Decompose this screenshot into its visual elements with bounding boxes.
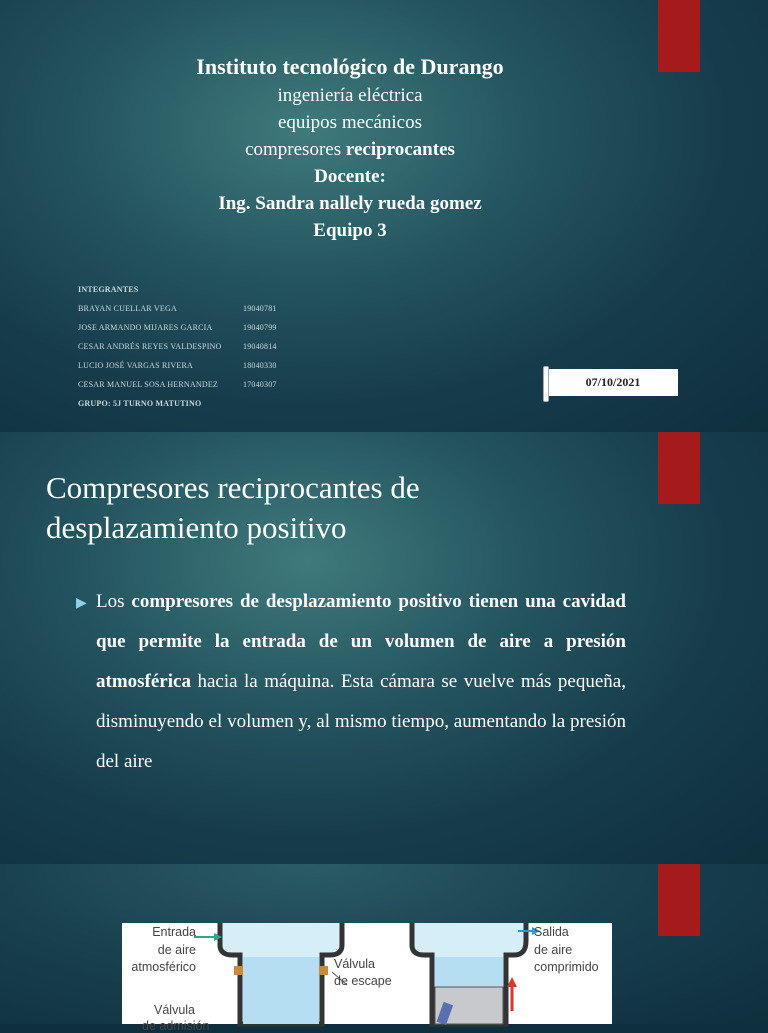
content-slide (0, 432, 768, 864)
member-id: 19040781 (243, 304, 277, 313)
exhaust-valve-label: Válvula (334, 957, 375, 971)
outlet-label-2: de aire (534, 943, 573, 957)
member-name: LUCIO JOSÉ VARGAS RIVERA (78, 361, 193, 370)
member-id: 19040814 (243, 342, 277, 351)
inlet-label-3: atmosférico (131, 960, 196, 974)
intake-valve-label-2: de admisión (142, 1019, 210, 1033)
subject-line: equipos mecánicos (277, 112, 423, 133)
member-name: JOSE ARMANDO MIJARES GARCIA (78, 323, 213, 332)
red-accent-tab (658, 864, 700, 936)
member-name: CESAR MANUEL SOSA HERNANDEZ (78, 380, 219, 389)
institute-title: Instituto tecnológico de Durango (196, 54, 504, 79)
intake-valve-label: Válvula (154, 1003, 195, 1017)
intake-valve-left (234, 966, 243, 975)
exhaust-valve-label-2: de escape (334, 974, 392, 988)
diagram-slide (0, 864, 768, 1033)
bullet-text (78, 582, 626, 782)
team-label: Equipo 3 (313, 220, 387, 241)
slide-title: Compresores reciprocantes de desplazamiento positivo (46, 470, 420, 545)
exhaust-valve-left (319, 966, 328, 975)
member-row (78, 375, 277, 394)
date-banner: 07/10/2021 (545, 369, 678, 396)
member-id: 17040307 (243, 380, 277, 389)
topic-prefix: compresores (245, 139, 346, 160)
triangle-bullet-icon: ▶ (76, 596, 87, 611)
member-row (78, 299, 277, 318)
inlet-label-2: de aire (157, 943, 196, 957)
members-header: INTEGRANTES (78, 285, 139, 294)
inlet-label: Entrada (152, 925, 196, 939)
bullet-paragraph (78, 582, 626, 782)
title-slide (0, 0, 768, 432)
group-label: GRUPO: 5J TURNO MATUTINO (78, 399, 202, 408)
title-block (0, 52, 700, 244)
member-row (78, 337, 277, 356)
outlet-label-3: comprimido (534, 960, 599, 974)
paragraph-bold: compresores de desplazamiento positivo tienen una cavidad que permite la entrada de un volumen de aire a presión atmosférica (96, 591, 627, 692)
topic-bold: reciprocantes (345, 139, 455, 160)
member-id: 18040330 (243, 361, 277, 370)
topic-line (0, 136, 700, 163)
career-line: ingeniería eléctrica (277, 85, 423, 106)
teacher-label: Docente: (314, 166, 386, 187)
members-list (78, 280, 277, 413)
member-row (78, 356, 277, 375)
paragraph-start: Los (96, 591, 132, 612)
member-name: CESAR ANDRÉS REYES VALDESPINO (78, 342, 222, 351)
compressor-diagram (122, 923, 612, 1033)
paragraph-end: hacia la máquina. Esta cámara se vuelve más pequeña, disminuyendo el volumen y, al mismo tiempo, aumentando la presión del aire (96, 671, 626, 772)
member-name: BRAYAN CUELLAR VEGA (78, 304, 177, 313)
red-accent-tab (658, 432, 700, 504)
teacher-name: Ing. Sandra nallely rueda gomez (218, 193, 482, 214)
member-id: 19040799 (243, 323, 277, 332)
left-chamber (243, 957, 319, 1024)
member-row (78, 318, 277, 337)
outlet-label: Salida (534, 925, 569, 939)
